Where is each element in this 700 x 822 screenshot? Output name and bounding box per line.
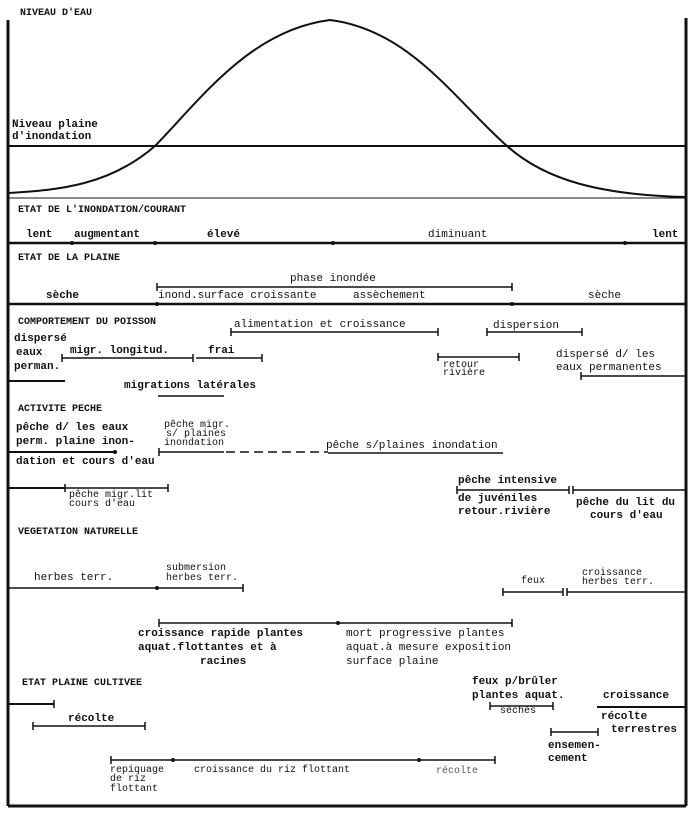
plain-assechement: assèchement [353, 290, 426, 302]
plain-seche-end: sèche [588, 290, 622, 302]
cult-feux-line1: feux p/brûler [472, 676, 558, 688]
section-heading-plain-state: ETAT DE LA PLAINE [18, 253, 121, 264]
fishing-intensive-line1: pêche intensive [458, 475, 558, 487]
veg-mort-progressive-line2: aquat.à mesure exposition [346, 642, 512, 654]
fishing-lit-line1: pêche du lit du [576, 497, 676, 509]
fish-disperse-perm-line2: eaux permanentes [556, 362, 662, 374]
flood-level-label-line2: d'inondation [12, 131, 92, 143]
cult-recolte-riz: récolte [436, 766, 479, 777]
fish-migr-longitud: migr. longitud. [70, 345, 170, 357]
cult-feux-line2: plantes aquat. [472, 690, 565, 702]
fishing-intensive-line2: de juvéniles [458, 493, 538, 505]
section-heading-natural-vegetation: VEGETATION NATURELLE [18, 527, 139, 538]
cult-repiquage-line1: repiquage [110, 765, 165, 776]
fishing-plaines-inondation: pêche s/plaines inondation [326, 440, 498, 452]
fish-disperse-line3: perman. [14, 361, 61, 373]
section-heading-flood-state: ETAT DE L'INONDATION/COURANT [18, 205, 187, 216]
phase-augmentant: augmentant [74, 229, 141, 241]
phase-lent-end: lent [652, 229, 679, 241]
veg-mort-progressive-line3: surface plaine [346, 656, 439, 668]
cult-recolte: récolte [68, 713, 115, 725]
plain-seche-start: sèche [46, 290, 80, 302]
section-heading-fishing-activity: ACTIVITE PECHE [18, 404, 103, 415]
fishing-perm-line1: pêche d/ les eaux [16, 422, 129, 434]
fishing-migr-lit-line2: cours d'eau [69, 499, 136, 510]
plain-inond-surface: inond.surface croissante [158, 290, 317, 302]
cult-ensemencement-line2: cement [548, 753, 588, 765]
chart-title: NIVEAU D'EAU [20, 8, 93, 19]
veg-mort-progressive-line1: mort progressive plantes [346, 628, 505, 640]
fishing-intensive-line3: retour.rivière [458, 506, 551, 518]
veg-herbes-terr: herbes terr. [34, 572, 114, 584]
veg-croissance-herbes-line1: croissance [582, 568, 643, 579]
fishing-lit-line2: cours d'eau [590, 510, 663, 522]
veg-submersion-line1: submersion [166, 563, 227, 574]
fish-dispersion: dispersion [493, 320, 560, 332]
phase-inondee: phase inondée [290, 273, 376, 285]
veg-submersion-line2: herbes terr. [166, 573, 239, 584]
cult-ensemencement-line1: ensemen- [548, 740, 601, 752]
fish-disperse-line2: eaux [16, 347, 43, 359]
fish-frai: frai [208, 345, 235, 357]
fishing-migr-lit-line1: pêche migr.lit [69, 490, 154, 501]
section-heading-cultivated-plain: ETAT PLAINE CULTIVEE [22, 678, 143, 689]
flood-level-label-line1: Niveau plaine [12, 119, 98, 131]
fishing-migr-plaines-line2: s/ plaines [166, 429, 227, 440]
phase-lent-start: lent [26, 229, 53, 241]
veg-feux: feux [521, 576, 546, 587]
fishing-migr-plaines-line1: pêche migr. [164, 420, 231, 431]
veg-croissance-herbes-line2: herbes terr. [582, 577, 655, 588]
cult-repiquage-line3: flottant [110, 784, 159, 795]
fish-retour-line1: retour [443, 360, 480, 371]
phase-diminuant: diminuant [428, 229, 488, 241]
fish-retour-line2: rivière [443, 368, 486, 379]
fish-disperse-line1: dispersé [14, 333, 67, 345]
section-heading-fish-behaviour: COMPORTEMENT DU POISSON [18, 317, 157, 328]
veg-croissance-rapide-line3: racines [200, 656, 247, 668]
phase-eleve: élevé [207, 229, 241, 241]
cult-croissance: croissance [603, 690, 670, 702]
cult-recolte-terr-line2: terrestres [611, 724, 678, 736]
fishing-migr-plaines-line3: inondation [164, 438, 225, 449]
fishing-perm-line3: dation et cours d'eau [16, 456, 155, 468]
fish-disperse-perm-line1: dispersé d/ les [556, 349, 656, 361]
cult-feux-line3: sèchés [500, 706, 537, 717]
fish-migrations-laterales: migrations latérales [124, 380, 257, 392]
cult-recolte-terr-line1: récolte [601, 711, 648, 723]
cult-repiquage-line2: de riz [110, 774, 147, 785]
veg-croissance-rapide-line2: aquat.flottantes et à [138, 642, 277, 654]
veg-croissance-rapide-line1: croissance rapide plantes [138, 628, 304, 640]
fishing-perm-line2: perm. plaine inon- [16, 436, 135, 448]
fish-alimentation: alimentation et croissance [234, 319, 406, 331]
cult-croissance-riz: croissance du riz flottant [194, 765, 351, 776]
